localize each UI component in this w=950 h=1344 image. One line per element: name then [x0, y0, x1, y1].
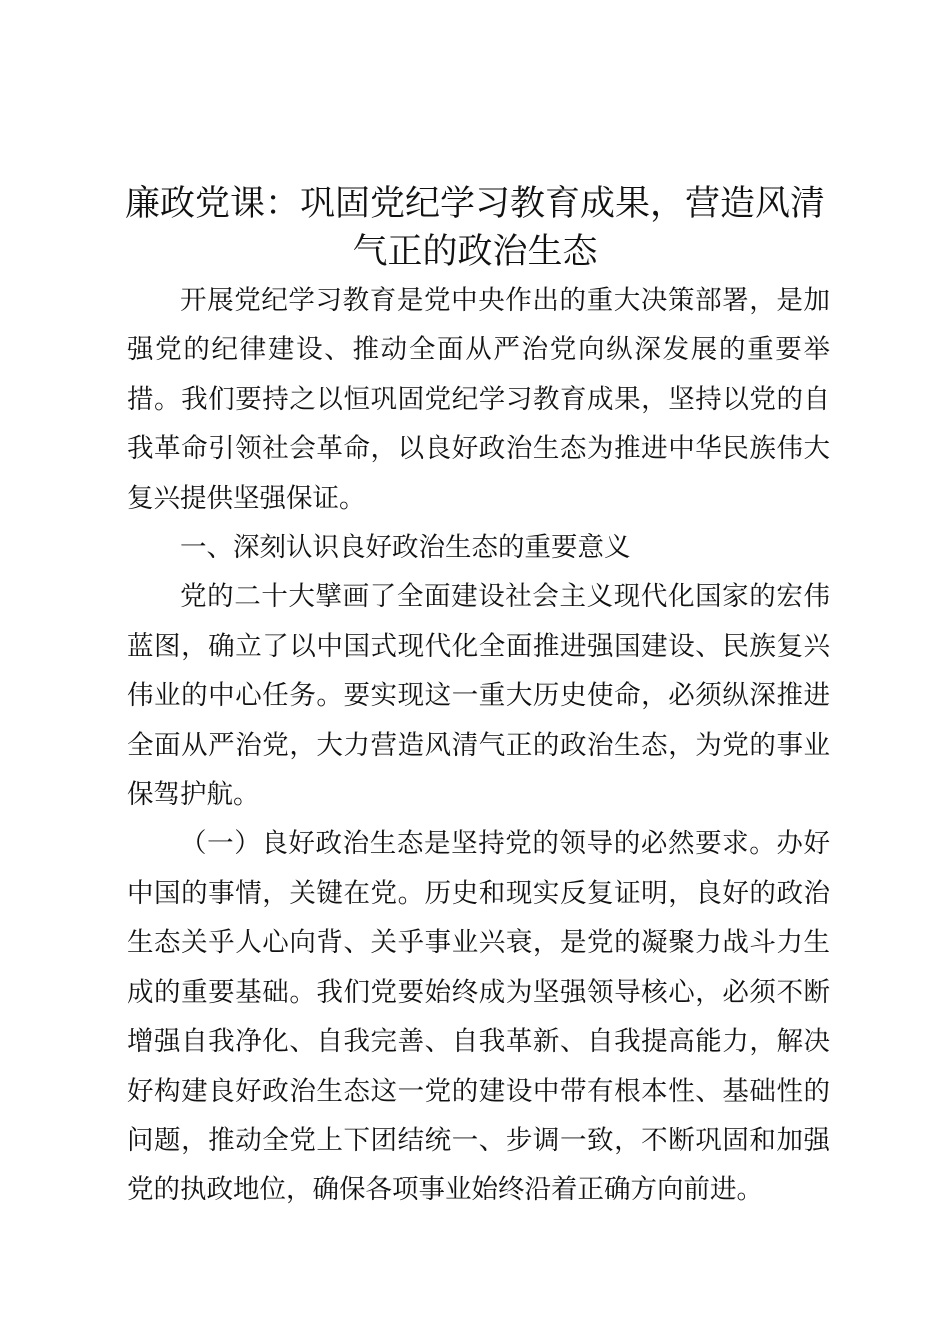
section-heading: 一、深刻认识良好政治生态的重要意义: [180, 532, 631, 564]
intro-paragraph: 开展党纪学习教育是党中央作出的重大决策部署，是加强党的纪律建设、推动全面从严治党向纵深发展的重要举措。我们要持之以恒巩固党纪学习教育成果，坚持以党的自我革命引领社会革命，以良好政治生态为推进中华民族伟大复兴提供坚强保证。: [127, 285, 830, 514]
document-body: [127, 276, 830, 1215]
title-line-2: 气正的政治生态: [352, 232, 598, 272]
document-title: [120, 180, 830, 276]
title-line-1: 廉政党课：巩固党纪学习教育成果，营造风清: [124, 184, 825, 224]
section-paragraph: 党的二十大擘画了全面建设社会主义现代化国家的宏伟蓝图，确立了以中国式现代化全面推进强国建设、民族复兴伟业的中心任务。要实现这一重大历史使命，必须纵深推进全面从严治党，大力营造风清气正的政治生态，为党的事业保驾护航。: [127, 581, 830, 811]
subsection-paragraph: （一）良好政治生态是坚持党的领导的必然要求。办好中国的事情，关键在党。历史和现实反复证明，良好的政治生态关乎人心向背、关乎事业兴衰，是党的凝聚力战斗力生成的重要基础。我们党要始终成为坚强领导核心，必须不断增强自我净化、自我完善、自我革新、自我提高能力，解决好构建良好政治生态这一党的建设中带有根本性、基础性的问题，推动全党上下团结统一、步调一致，不断巩固和加强党的执政地位，确保各项事业始终沿着正确方向前进。: [127, 828, 830, 1206]
